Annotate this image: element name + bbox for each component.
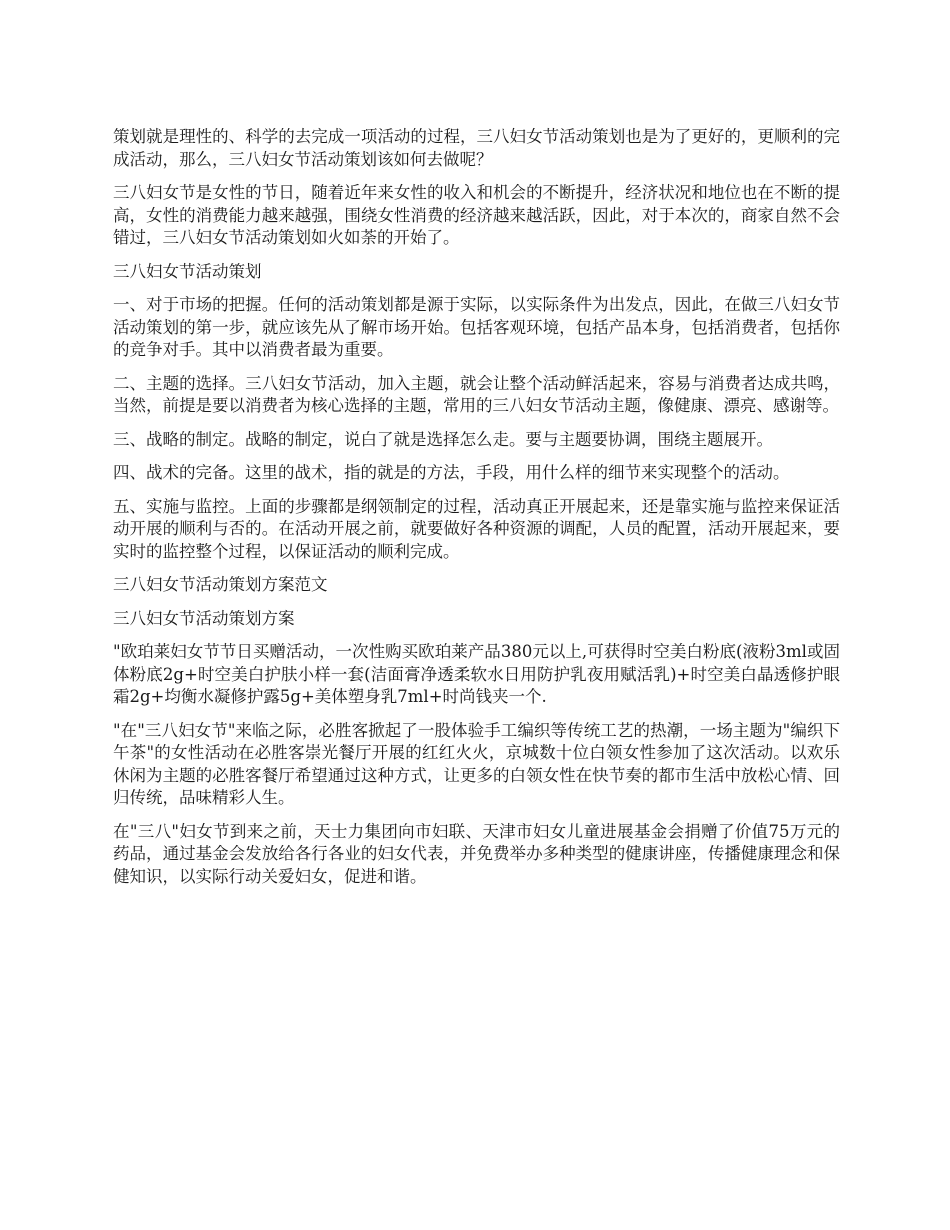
paragraph-step-3-strategy: 三、战略的制定。战略的制定，说白了就是选择怎么走。要与主题要协调，围绕主题展开。 [113, 429, 773, 449]
paragraph-step-2-theme: 二、主题的选择。三八妇女节活动，加入主题，就会让整个活动鲜活起来，容易与消费者达成共鸣，当然，前提是要以消费者为核心选择的主题，常用的三八妇女节活动主题，像健康、漂亮、感谢等。 [113, 373, 840, 415]
section-heading-planning: 三八妇女节活动策划 [113, 261, 262, 281]
paragraph-step-5-implementation: 五、实施与监控。上面的步骤都是纲领制定的过程，活动真正开展起来，还是靠实施与监控来保证活动开展的顺利与否的。在活动开展之前，就要做好各种资源的调配，人员的配置，活动开展起来，要实时的监控整个过程，以保证活动的顺利完成。 [113, 496, 840, 561]
paragraph-background: 三八妇女节是女性的节日，随着近年来女性的收入和机会的不断提升，经济状况和地位也在不断的提高，女性的消费能力越来越强，围绕女性消费的经济越来越活跃，因此，对于本次的，商家自然不会错过，三八妇女节活动策划如火如荼的开始了。 [113, 183, 840, 247]
paragraph-intro: 策划就是理性的、科学的去完成一项活动的过程，三八妇女节活动策划也是为了更好的，更顺利的完成活动，那么，三八妇女节活动策划该如何去做呢？ [113, 127, 840, 169]
section-heading-sample: 三八妇女节活动策划方案范文 [113, 575, 328, 594]
section-heading-plan: 三八妇女节活动策划方案 [113, 608, 295, 628]
paragraph-step-1-market: 一、对于市场的把握。任何的活动策划都是源于实际，以实际条件为出发点，因此，在做三八妇女节活动策划的第一步，就应该先从了解市场开始。包括客观环境，包括产品本身，包括消费者，包括你的竞争对手。其中以消费者最为重要。 [113, 295, 840, 359]
paragraph-step-4-tactics: 四、战术的完备。这里的战术，指的就是的方法，手段，用什么样的细节来实现整个的活动。 [113, 463, 790, 482]
paragraph-example-aupres: "欧珀莱妇女节节日买赠活动，一次性购买欧珀莱产品380元以上,可获得时空美白粉底(液粉3ml或固体粉底2g+时空美白护肤小样一套(洁面膏净透柔软水日用防护乳夜用赋活乳)+时空美白晶透修护眼霜2g+均衡水凝修护露5g+美体塑身乳7ml+时尚钱夹一个. [113, 642, 840, 706]
document-body [113, 126, 840, 899]
paragraph-example-pizzahut: "在"三八妇女节"来临之际，必胜客掀起了一股体验手工编织等传统工艺的热潮，一场主题为"编织下午茶"的女性活动在必胜客崇光餐厅开展的红红火火，京城数十位白领女性参加了这次活动。以欢乐休闲为主题的必胜客餐厅希望通过这种方式，让更多的白领女性在快节奏的都市生活中放松心情、回归传统，品味精彩人生。 [113, 720, 840, 807]
paragraph-example-tasly: 在"三八"妇女节到来之前，天士力集团向市妇联、天津市妇女儿童进展基金会捐赠了价值75万元的药品，通过基金会发放给各行各业的妇女代表，并免费举办多种类型的健康讲座，传播健康理念和保健知识，以实际行动关爱妇女，促进和谐。 [113, 821, 840, 886]
